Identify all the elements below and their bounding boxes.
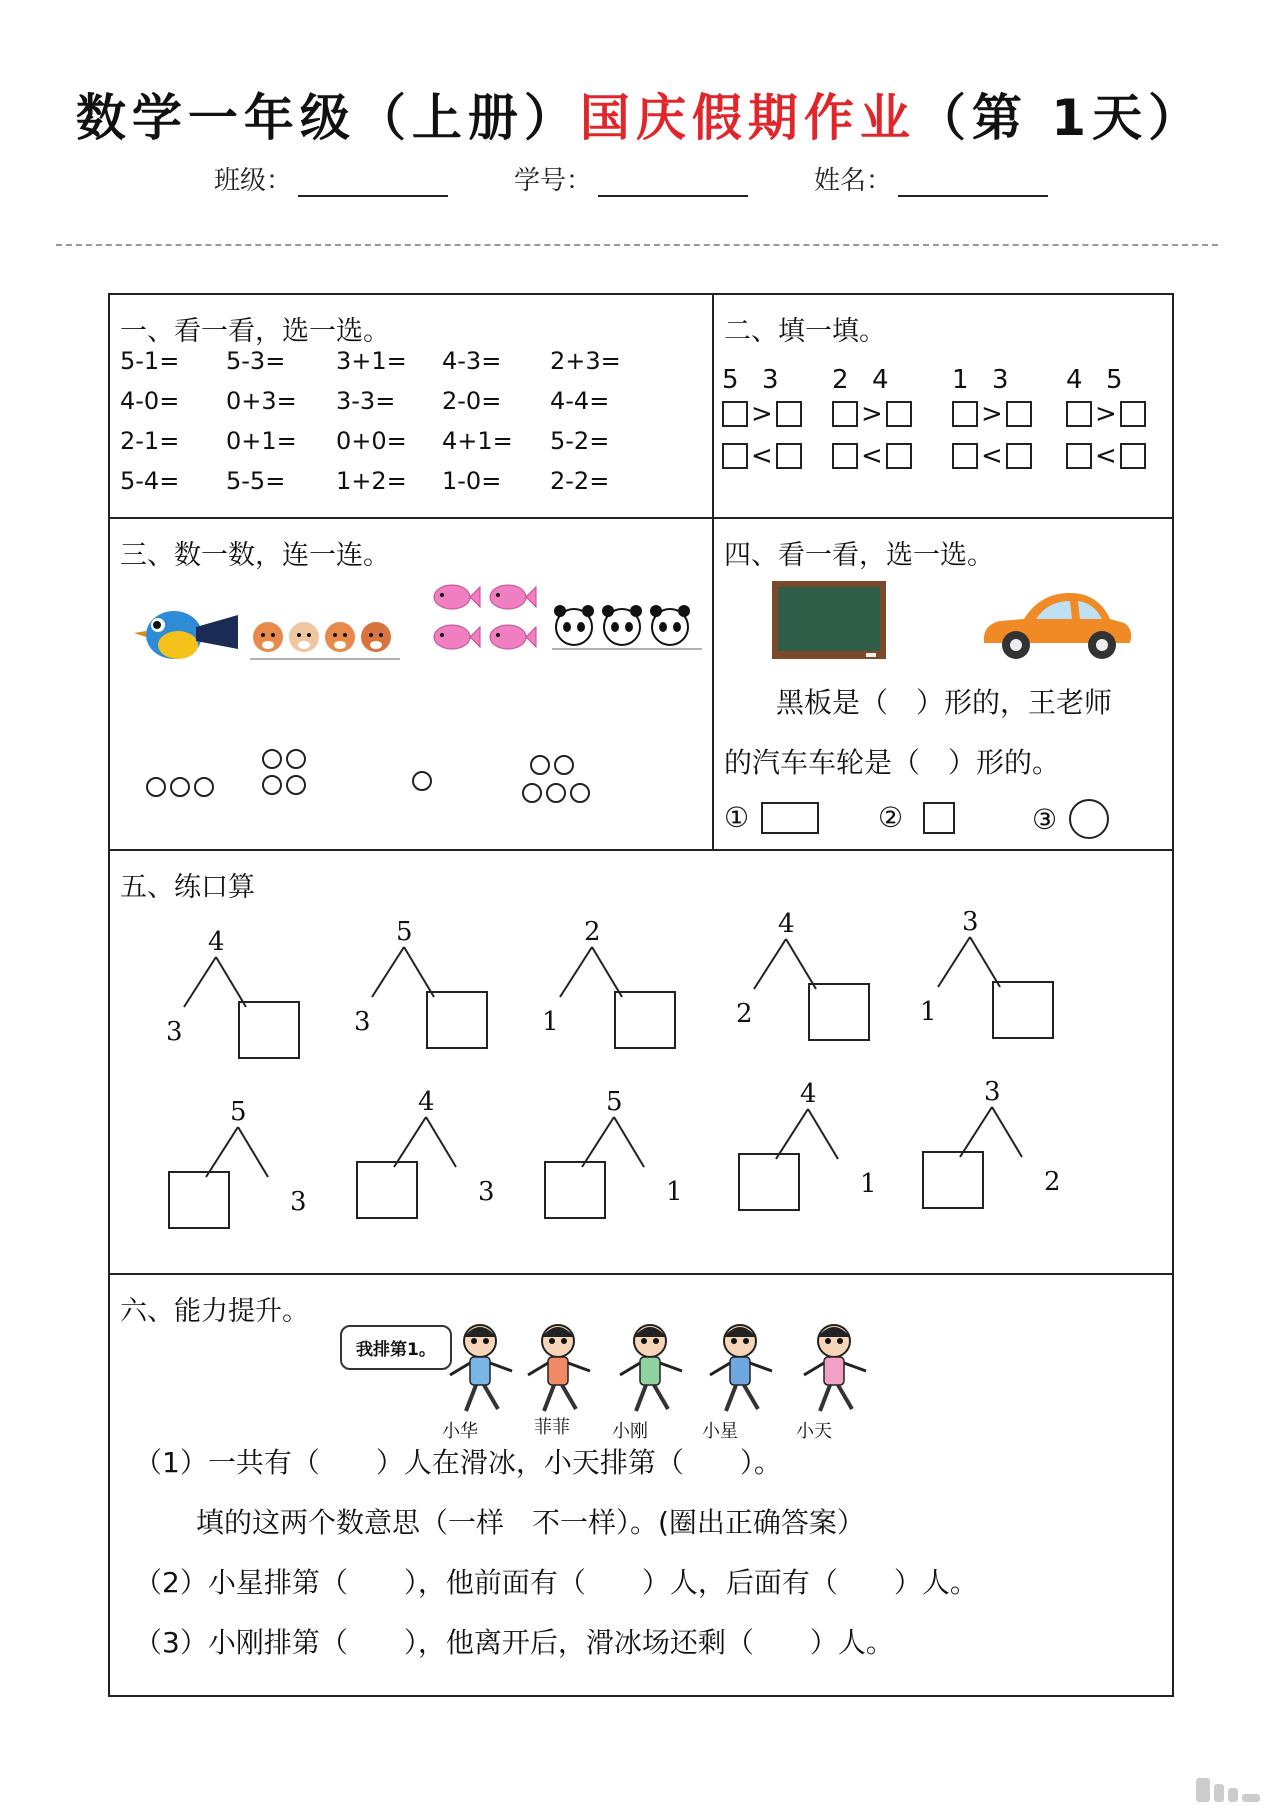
class-field[interactable] — [214, 160, 448, 197]
count-circle — [570, 783, 590, 803]
section-5 — [110, 851, 1172, 1273]
count-circle — [522, 783, 542, 803]
kid-name-label: 小星 — [702, 1421, 738, 1442]
count-circle — [530, 755, 550, 775]
count-circle — [554, 755, 574, 775]
equation-item: 2-1= — [120, 427, 180, 455]
bond-top-number: 5 — [606, 1087, 623, 1117]
bond-top-number: 4 — [778, 909, 795, 939]
rectangle-shape-icon — [761, 802, 819, 834]
id-line[interactable] — [598, 169, 748, 197]
bond-top-number: 5 — [396, 917, 413, 947]
option-3-number: ③ — [1032, 802, 1058, 836]
count-circle — [286, 749, 306, 769]
bond-top-number: 3 — [962, 907, 979, 937]
equation-item: 2-0= — [442, 387, 502, 415]
compare-greater — [722, 399, 802, 429]
answer-box[interactable] — [1066, 443, 1092, 469]
bond-answer-box[interactable] — [922, 1151, 984, 1209]
section-5-title: 五、练口算 — [120, 872, 255, 903]
question-6-3: （3）小刚排第（ ），他离开后，滑冰场还剩（ ）人。 — [134, 1626, 894, 1659]
less-sign: < — [751, 441, 773, 471]
equation-item: 4+1= — [442, 427, 513, 455]
greater-sign: > — [861, 399, 883, 429]
question-6-1b: 填的这两个数意思（一样 不一样）。(圈出正确答案） — [196, 1506, 865, 1539]
compare-less — [1066, 441, 1146, 471]
kid-name-label: 菲菲 — [534, 1417, 570, 1438]
count-circle — [194, 777, 214, 797]
bird-icon[interactable] — [134, 597, 238, 667]
answer-box[interactable] — [832, 401, 858, 427]
name-field[interactable] — [814, 160, 1048, 197]
equation-item: 5-2= — [550, 427, 610, 455]
question-6-1: （1）一共有（ ）人在滑冰，小天排第（ ）。 — [134, 1446, 782, 1479]
bond-answer-box[interactable] — [614, 991, 676, 1049]
bond-top-number: 4 — [418, 1087, 435, 1117]
number-pair-a: 2 — [832, 365, 849, 395]
question-6-2: （2）小星排第（ ），他前面有（ ）人，后面有（ ）人。 — [134, 1566, 978, 1599]
bond-top-number: 2 — [584, 917, 601, 947]
compare-less — [952, 441, 1032, 471]
bond-answer-box[interactable] — [356, 1161, 418, 1219]
bond-top-number: 3 — [984, 1077, 1001, 1107]
class-line[interactable] — [298, 169, 448, 197]
section-3 — [110, 519, 712, 849]
watermark-icon — [1196, 1778, 1260, 1802]
dashed-divider — [56, 244, 1218, 246]
bond-known-number: 1 — [860, 1169, 877, 1199]
equation-item: 4-0= — [120, 387, 180, 415]
equation-item: 0+1= — [226, 427, 297, 455]
number-pair-b: 5 — [1106, 365, 1123, 395]
section-6 — [110, 1275, 1172, 1697]
bond-known-number: 3 — [166, 1017, 183, 1047]
section-1 — [110, 295, 712, 517]
equation-item: 0+0= — [336, 427, 407, 455]
class-label: 班级： — [214, 166, 293, 196]
equation-item: 5-3= — [226, 347, 286, 375]
skater-icon — [794, 1319, 874, 1419]
answer-box[interactable] — [1006, 443, 1032, 469]
equation-item: 1-0= — [442, 467, 502, 495]
compare-greater — [1066, 399, 1146, 429]
skater-icon — [440, 1319, 520, 1419]
panda-icon[interactable] — [552, 597, 702, 653]
bond-answer-box[interactable] — [168, 1171, 230, 1229]
count-circle — [286, 775, 306, 795]
answer-box[interactable] — [776, 401, 802, 427]
worksheet — [108, 293, 1174, 1697]
circle-shape-icon — [1069, 799, 1109, 839]
bond-top-number: 4 — [208, 927, 225, 957]
answer-box[interactable] — [886, 401, 912, 427]
bond-top-number: 4 — [800, 1079, 817, 1109]
equation-item: 3+1= — [336, 347, 407, 375]
number-pair-a: 1 — [952, 365, 969, 395]
section-4-title: 四、看一看，选一选。 — [724, 540, 994, 571]
question-4-line1: 黑板是（ ）形的，王老师 — [776, 686, 1113, 719]
answer-box[interactable] — [886, 443, 912, 469]
title-part3: （第 1天） — [915, 89, 1205, 147]
number-pair-b: 3 — [992, 365, 1009, 395]
bond-known-number: 3 — [290, 1187, 307, 1217]
answer-box[interactable] — [952, 401, 978, 427]
bond-answer-box[interactable] — [544, 1161, 606, 1219]
name-label: 姓名： — [814, 166, 893, 196]
count-circle — [146, 777, 166, 797]
student-info-row — [0, 160, 1280, 204]
option-1-number: ① — [724, 801, 750, 834]
title-part2: 国庆假期作业 — [579, 89, 916, 147]
answer-box[interactable] — [832, 443, 858, 469]
skater-icon — [610, 1319, 690, 1419]
bond-answer-box[interactable] — [992, 981, 1054, 1039]
answer-box[interactable] — [722, 443, 748, 469]
equation-item: 5-1= — [120, 347, 180, 375]
question-4-line2: 的汽车车轮是（ ）形的。 — [724, 746, 1061, 779]
dog-icon[interactable] — [250, 607, 400, 663]
greater-sign: > — [1095, 399, 1117, 429]
count-circle — [262, 775, 282, 795]
equation-item: 3-3= — [336, 387, 396, 415]
equation-item: 4-3= — [442, 347, 502, 375]
id-field[interactable] — [514, 160, 748, 197]
skater-icon — [518, 1319, 598, 1419]
number-pair-b: 3 — [762, 365, 779, 395]
answer-box[interactable] — [776, 443, 802, 469]
number-pair-a: 5 — [722, 365, 739, 395]
greater-sign: > — [981, 399, 1003, 429]
compare-less — [832, 441, 912, 471]
number-pair-b: 4 — [872, 365, 889, 395]
section-6-title: 六、能力提升。 — [120, 1296, 309, 1327]
equation-item: 5-4= — [120, 467, 180, 495]
count-circle — [262, 749, 282, 769]
bond-top-number: 5 — [230, 1097, 247, 1127]
bond-known-number: 3 — [478, 1177, 495, 1207]
kid-name-label: 小华 — [442, 1421, 478, 1442]
answer-box[interactable] — [1006, 401, 1032, 427]
compare-greater — [832, 399, 912, 429]
compare-less — [722, 441, 802, 471]
kid-name-label: 小刚 — [612, 1421, 648, 1442]
section-1-title: 一、看一看，选一选。 — [120, 316, 390, 347]
less-sign: < — [981, 441, 1003, 471]
section-2-title: 二、填一填。 — [724, 316, 886, 347]
section-3-title: 三、数一数，连一连。 — [120, 540, 390, 571]
bond-answer-box[interactable] — [238, 1001, 300, 1059]
equation-item: 4-4= — [550, 387, 610, 415]
square-shape-icon — [923, 802, 955, 834]
bond-known-number: 1 — [666, 1177, 683, 1207]
bond-known-number: 2 — [736, 999, 753, 1029]
number-pair-a: 4 — [1066, 365, 1083, 395]
greater-sign: > — [751, 399, 773, 429]
count-circle — [170, 777, 190, 797]
equation-item: 5-5= — [226, 467, 286, 495]
option-2[interactable] — [878, 801, 955, 834]
section-4 — [714, 519, 1172, 849]
option-1[interactable] — [724, 801, 819, 834]
blackboard-icon — [770, 579, 888, 661]
kid-name-label: 小天 — [796, 1421, 832, 1442]
bond-answer-box[interactable] — [426, 991, 488, 1049]
bond-answer-box[interactable] — [738, 1153, 800, 1211]
answer-box[interactable] — [1066, 401, 1092, 427]
count-circle — [546, 783, 566, 803]
answer-box[interactable] — [1120, 401, 1146, 427]
equation-item: 2+3= — [550, 347, 621, 375]
bond-known-number: 3 — [354, 1007, 371, 1037]
count-circle — [412, 771, 432, 791]
fish-icon[interactable] — [428, 579, 538, 657]
option-2-number: ② — [878, 801, 904, 834]
bond-known-number: 2 — [1044, 1167, 1061, 1197]
equation-item: 2-2= — [550, 467, 610, 495]
compare-greater — [952, 399, 1032, 429]
equation-item: 0+3= — [226, 387, 297, 415]
answer-box[interactable] — [952, 443, 978, 469]
bond-answer-box[interactable] — [808, 983, 870, 1041]
bond-known-number: 1 — [542, 1007, 559, 1037]
answer-box[interactable] — [722, 401, 748, 427]
less-sign: < — [861, 441, 883, 471]
id-label: 学号： — [514, 166, 593, 196]
speech-bubble: 我排第1。 — [340, 1325, 452, 1370]
equation-item: 1+2= — [336, 467, 407, 495]
less-sign: < — [1095, 441, 1117, 471]
answer-box[interactable] — [1120, 443, 1146, 469]
skater-icon — [700, 1319, 780, 1419]
option-3[interactable] — [1032, 799, 1109, 839]
section-2 — [714, 295, 1172, 517]
page-title — [0, 78, 1280, 150]
bond-known-number: 1 — [920, 997, 937, 1027]
name-line[interactable] — [898, 169, 1048, 197]
car-icon — [978, 585, 1134, 665]
title-part1: 数学一年级（上册） — [75, 89, 580, 147]
